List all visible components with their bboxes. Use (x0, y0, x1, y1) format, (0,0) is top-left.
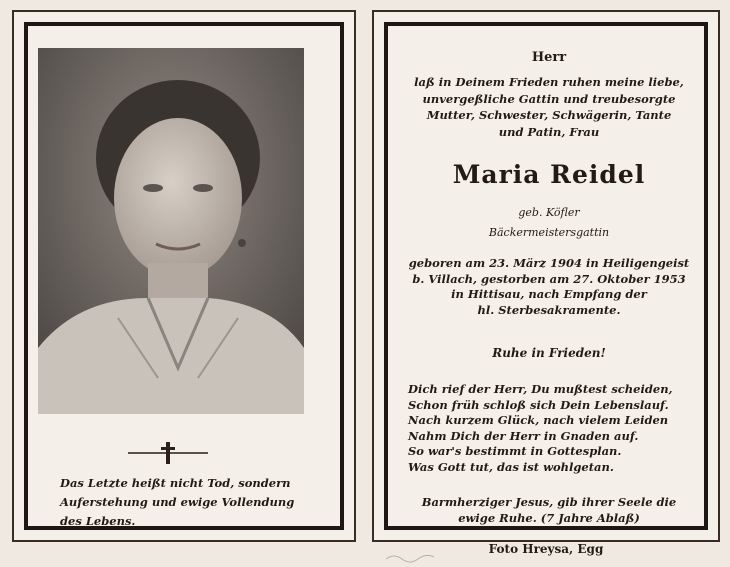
life-dates-line: in Hittisau, nach Empfang der (451, 287, 647, 301)
resurrection-quote (60, 474, 310, 531)
poem-line: Nahm Dich der Herr in Gnaden auf. (408, 428, 639, 443)
poem-line: Nach kurzem Glück, nach vielem Leiden (408, 413, 669, 427)
intro-text (404, 74, 694, 140)
poem-line: Dich rief der Herr, Du mußtest scheiden, (408, 382, 673, 396)
quote-line: des Lebens. (60, 514, 136, 528)
poem-line: Schon früh schloß sich Dein Lebenslauf. (408, 397, 669, 412)
intro-line: laß in Deinem Frieden ruhen meine liebe, (414, 75, 684, 89)
prayer-line: ewige Ruhe. (7 Jahre Ablaß) (458, 511, 640, 525)
salutation: Herr (531, 50, 567, 65)
life-dates-line: geboren am 23. März 1904 in Heiligengeist (408, 256, 690, 270)
pencil-mark (384, 548, 444, 560)
right-memorial-card (372, 10, 720, 542)
poem-line: Was Gott tut, das ist wohlgetan. (408, 459, 614, 474)
intro-line: und Patin, Frau (498, 124, 600, 139)
life-dates-line: b. Villach, gestorben am 27. Oktober 1953 (412, 271, 686, 286)
prayer (404, 494, 694, 526)
deceased-name: Maria Reidel (452, 160, 646, 189)
quote-line: Auferstehung und ewige Vollendung (60, 495, 295, 509)
left-memorial-card (12, 10, 356, 542)
occupation: Bäckermeistersgattin (488, 226, 610, 239)
intro-line: Mutter, Schwester, Schwägerin, Tante (426, 108, 672, 122)
intro-line: unvergeßliche Gattin und treubesorgte (422, 91, 676, 106)
portrait-image (38, 48, 304, 414)
photographer-credit: Foto Hreysa, Egg (488, 542, 604, 556)
poem-line: So war's bestimmt in Gottesplan. (408, 444, 622, 458)
prayer-line: Barmherziger Jesus, gib ihrer Seele die (421, 495, 677, 509)
life-dates (404, 256, 694, 318)
quote-line: Das Letzte heißt nicht Tod, sondern (60, 476, 291, 490)
maiden-name: geb. Köfler (518, 206, 580, 219)
rest-in-peace: Ruhe in Frieden! (492, 346, 606, 360)
portrait-photo (38, 48, 304, 414)
memorial-poem (408, 382, 698, 475)
cross-ornament (128, 442, 208, 464)
life-dates-line: hl. Sterbesakramente. (477, 302, 621, 317)
